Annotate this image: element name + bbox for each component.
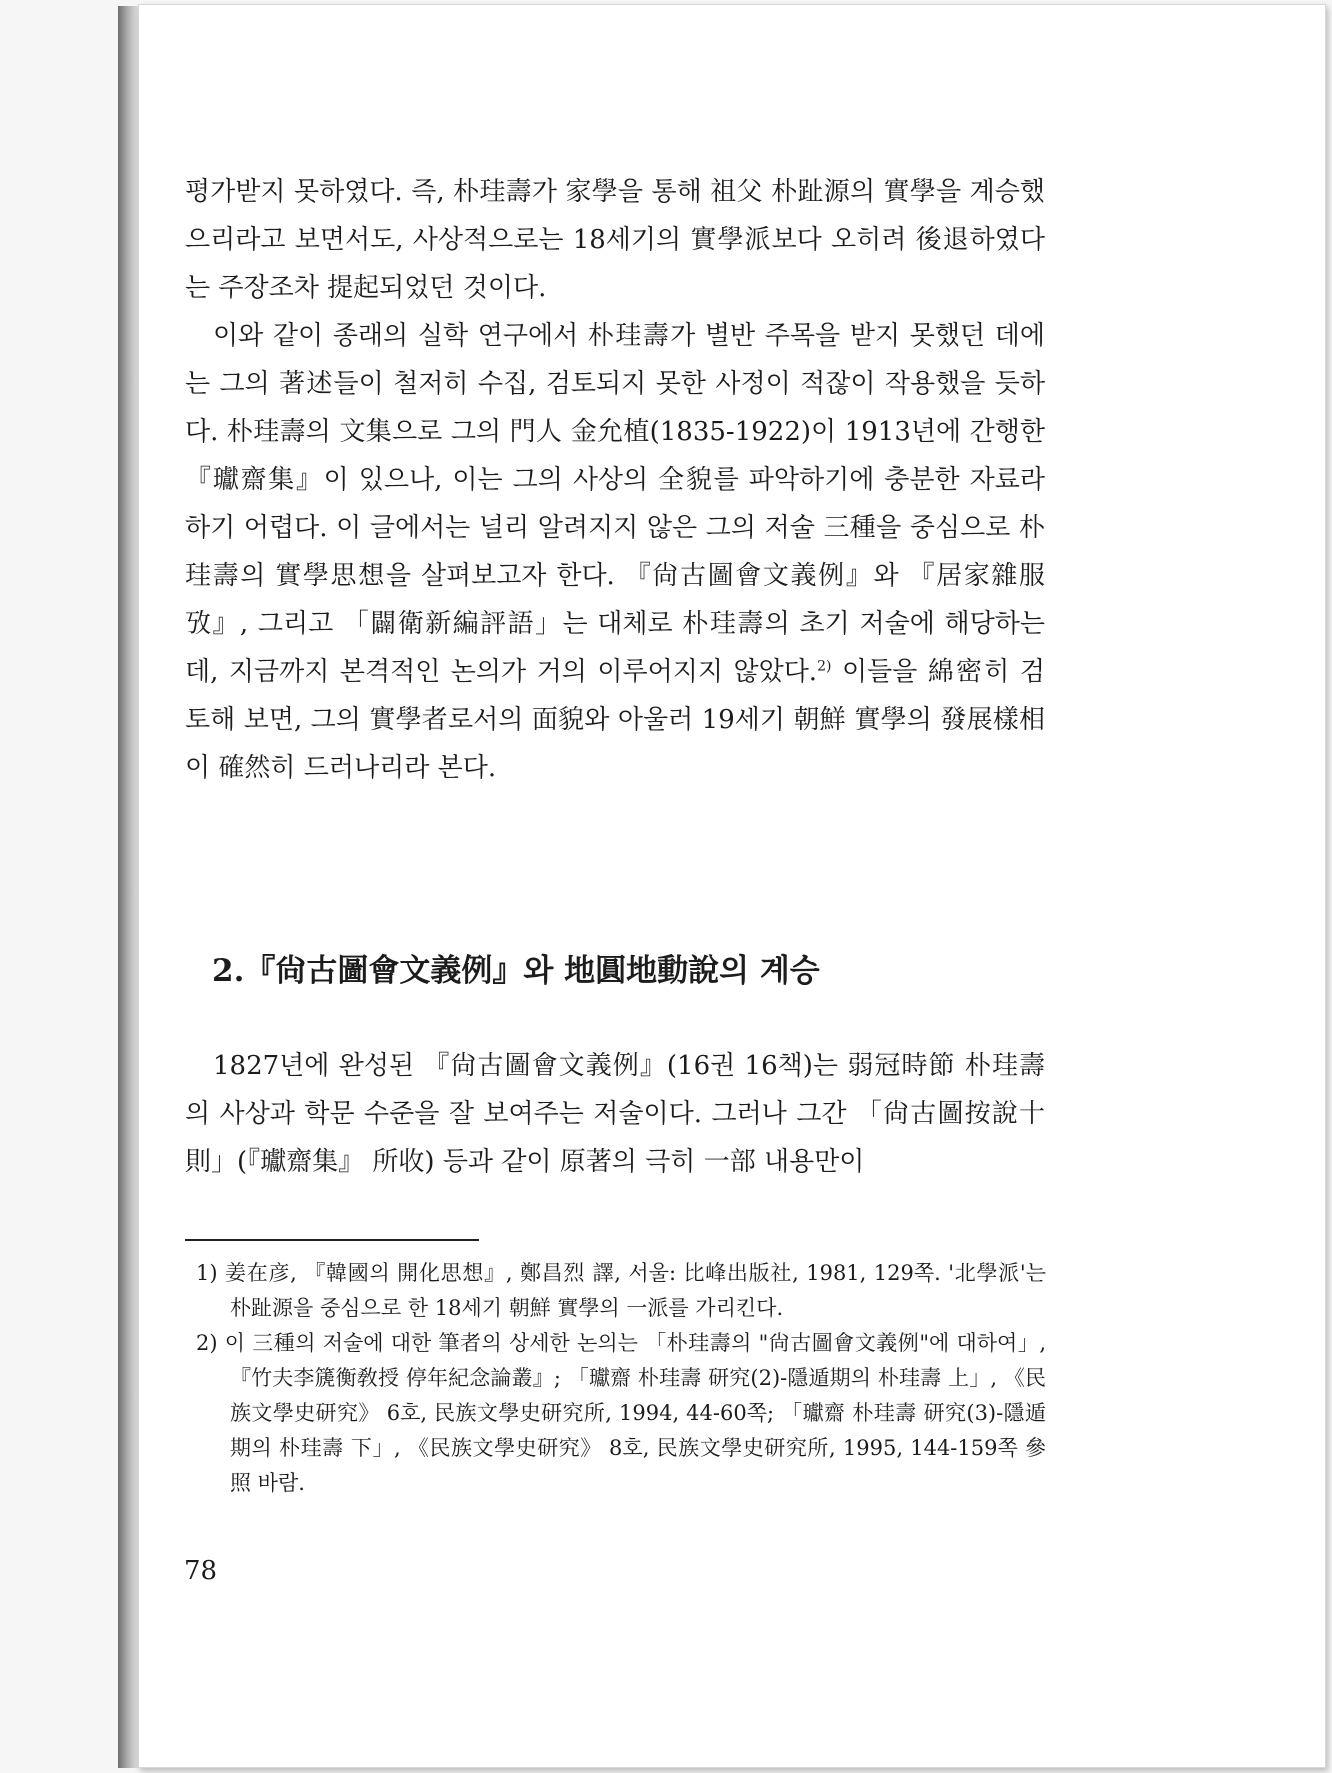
paragraph-2-text <box>185 312 1045 792</box>
footnote-ref-2: 2) <box>817 658 832 675</box>
footnote-divider <box>185 1239 479 1241</box>
body-text-top <box>185 168 1045 792</box>
footnote-2: 2) 이 三種의 저술에 대한 筆者의 상세한 논의는 「朴珪壽의 "尙古圖會文義例"에 대하여」, 『竹夫李篪衡敎授 停年紀念論叢』; 「瓛齋 朴珪壽 研究(2)-隱遁期의 朴珪壽 上」, 《民族文學史研究》 6호, 民族文學史研究所, 1994, 44-60쪽; 「瓛齋 朴珪壽 研究(3)-隱遁期의 朴珪壽 下」, 《民族文學史研究》 8호, 民族文學史研究所, 1995, 144-159쪽 參照 바람. <box>196 1331 1046 1495</box>
page-number: 78 <box>184 1556 218 1586</box>
paragraph-1 <box>185 168 1045 312</box>
paragraph-1-text: 평가받지 못하였다. 즉, 朴珪壽가 家學을 통해 祖父 朴趾源의 實學을 계승했으리라고 보면서도, 사상적으로는 18세기의 實學派보다 오히려 後退하였다는 주장조차 提起되었던 것이다. <box>185 177 1046 303</box>
footnotes <box>196 1256 1046 1501</box>
book-spine-edge <box>118 6 140 1768</box>
paragraph-2-tail: 이들을 綿密히 검토해 보면, 그의 實學者로서의 面貌와 아울러 19세기 朝鮮 實學의 發展樣相이 確然히 드러나리라 본다. <box>185 657 1045 783</box>
section-heading: 2.『尙古圖會文義例』와 地圓地動說의 계승 <box>212 953 820 989</box>
paragraph-2-main: 이와 같이 종래의 실학 연구에서 朴珪壽가 별반 주목을 받지 못했던 데에는 그의 著述들이 철저히 수집, 검토되지 못한 사정이 적잖이 작용했을 듯하다. 朴珪壽의 文集으로 그의 門人 金允植(1835-1922)이 1913년에 간행한 『瓛齋集』이 있으나, 이는 그의 사상의 全貌를 파악하기에 충분한 자료라 하기 어렵다. 이 글에서는 널리 알려지지 않은 그의 저술 三種을 중심으로 朴珪壽의 實學思想을 살펴보고자 한다. 『尙古圖會文義例』와 『居家雜服攷』, 그리고 「闢衛新編評語」는 대체로 朴珪壽의 초기 저술에 해당하는데, 지금까지 본격적인 논의가 거의 이루어지지 않았다. <box>185 321 1045 687</box>
footnote-1: 1) 姜在彦, 『韓國의 開化思想』, 鄭昌烈 譯, 서울: 比峰出版社, 1981, 129쪽. '北學派'는 朴趾源을 중심으로 한 18세기 朝鮮 實學의 一派를 가리킨다. <box>196 1261 1046 1320</box>
body-text-section <box>185 1042 1045 1186</box>
section-paragraph-1-text: 1827년에 완성된 『尙古圖會文義例』(16권 16책)는 弱冠時節 朴珪壽의 사상과 학문 수준을 잘 보여주는 저술이다. 그러나 그간 「尙古圖按說十則」(『瓛齋集』 所收) 등과 같이 原著의 극히 一部 내용만이 <box>185 1051 1045 1177</box>
paragraph-2 <box>185 312 1045 792</box>
section-paragraph-1 <box>185 1042 1045 1186</box>
